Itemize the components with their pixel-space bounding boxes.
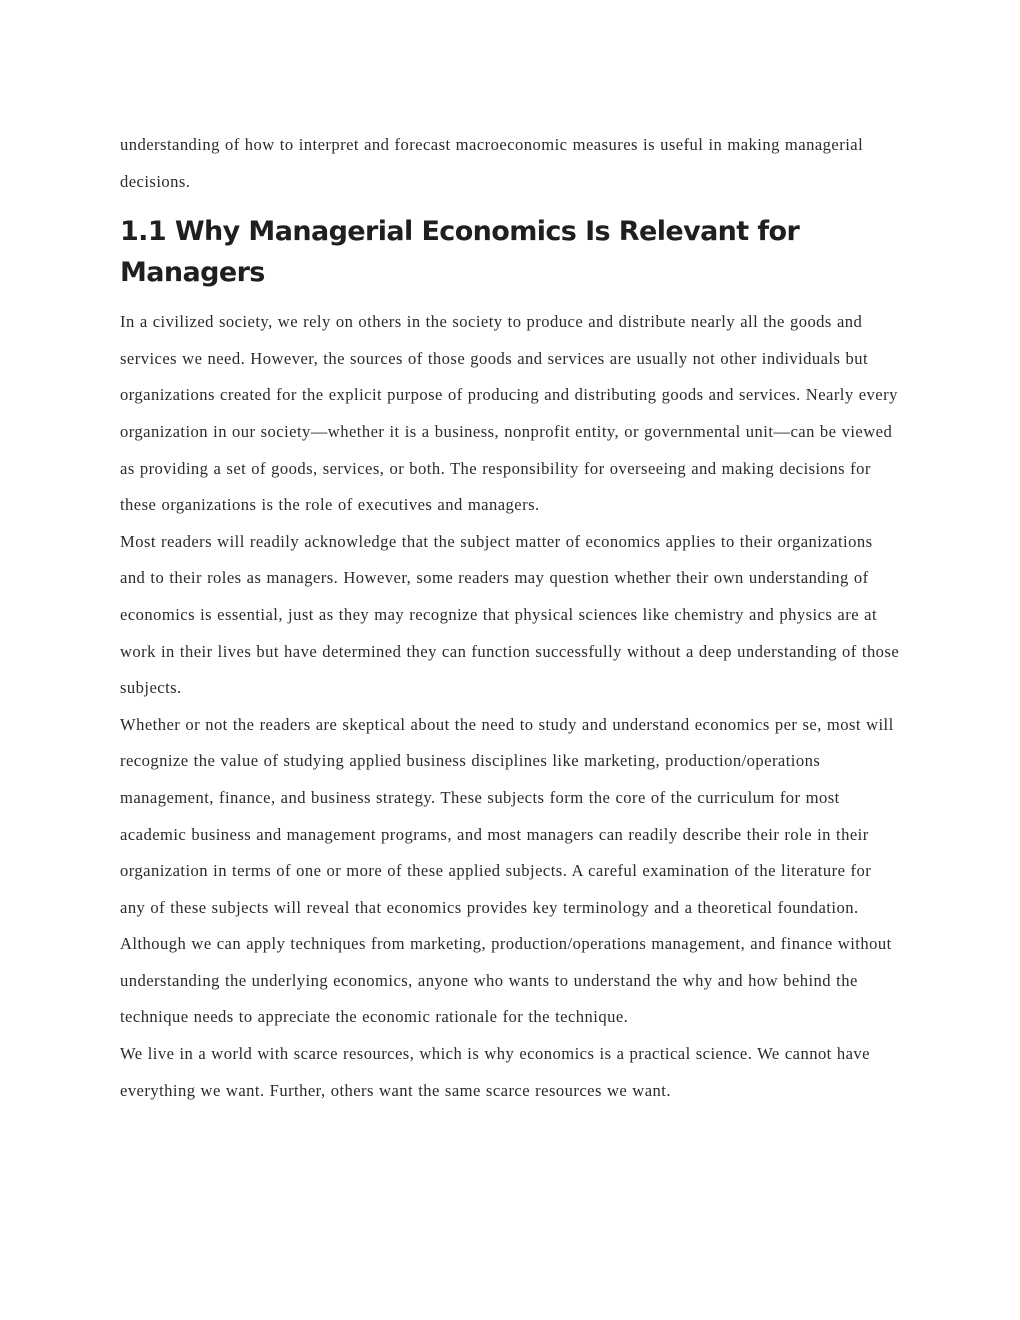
- body-paragraph-1: In a civilized society, we rely on others in the society to produce and distribute nearly all the goods and services we need. However, the sources of those goods and services are usually not other individuals but organizations created for the explicit purpose of producing and distributing goods and services. Nearly every organization in our society—whether it is a business, nonprofit entity, or governmental unit—can be viewed as providing a set of goods, services, or both. The responsibility for overseeing and making decisions for these organizations is the role of executives and managers.: [120, 312, 898, 515]
- intro-paragraph: understanding of how to interpret and forecast macroeconomic measures is useful in making managerial decisions.: [120, 135, 864, 191]
- section-heading: 1.1 Why Managerial Economics Is Relevant for Managers: [120, 216, 800, 289]
- body-paragraph-2: Most readers will readily acknowledge that the subject matter of economics applies to their organizations and to their roles as managers. However, some readers may question whether their own understanding of economics is essential, just as they may recognize that physical sciences like chemistry and physics are at work in their lives but have determined they can function successfully without a deep understanding of those subjects.: [120, 531, 900, 698]
- body-paragraph-3: Whether or not the readers are skeptical about the need to study and understand economics per se, most will recognize the value of studying applied business disciplines like marketing, production/operations management, finance, and business strategy. These subjects form the core of the curriculum for most academic business and management programs, and most managers can readily describe their role in their organization in terms of one or more of these applied subjects. A careful examination of the literature for any of these subjects will reveal that economics provides key terminology and a theoretical foundation. Although we can apply techniques from marketing, production/operations management, and finance without understanding the underlying economics, anyone who wants to understand the why and how behind the technique needs to appreciate the economic rationale for the technique.: [120, 714, 894, 1027]
- body-paragraph-4: We live in a world with scarce resources, which is why economics is a practical science. We cannot have everything we want. Further, others want the same scarce resources we want.: [120, 1044, 870, 1100]
- page-content: [120, 127, 900, 1109]
